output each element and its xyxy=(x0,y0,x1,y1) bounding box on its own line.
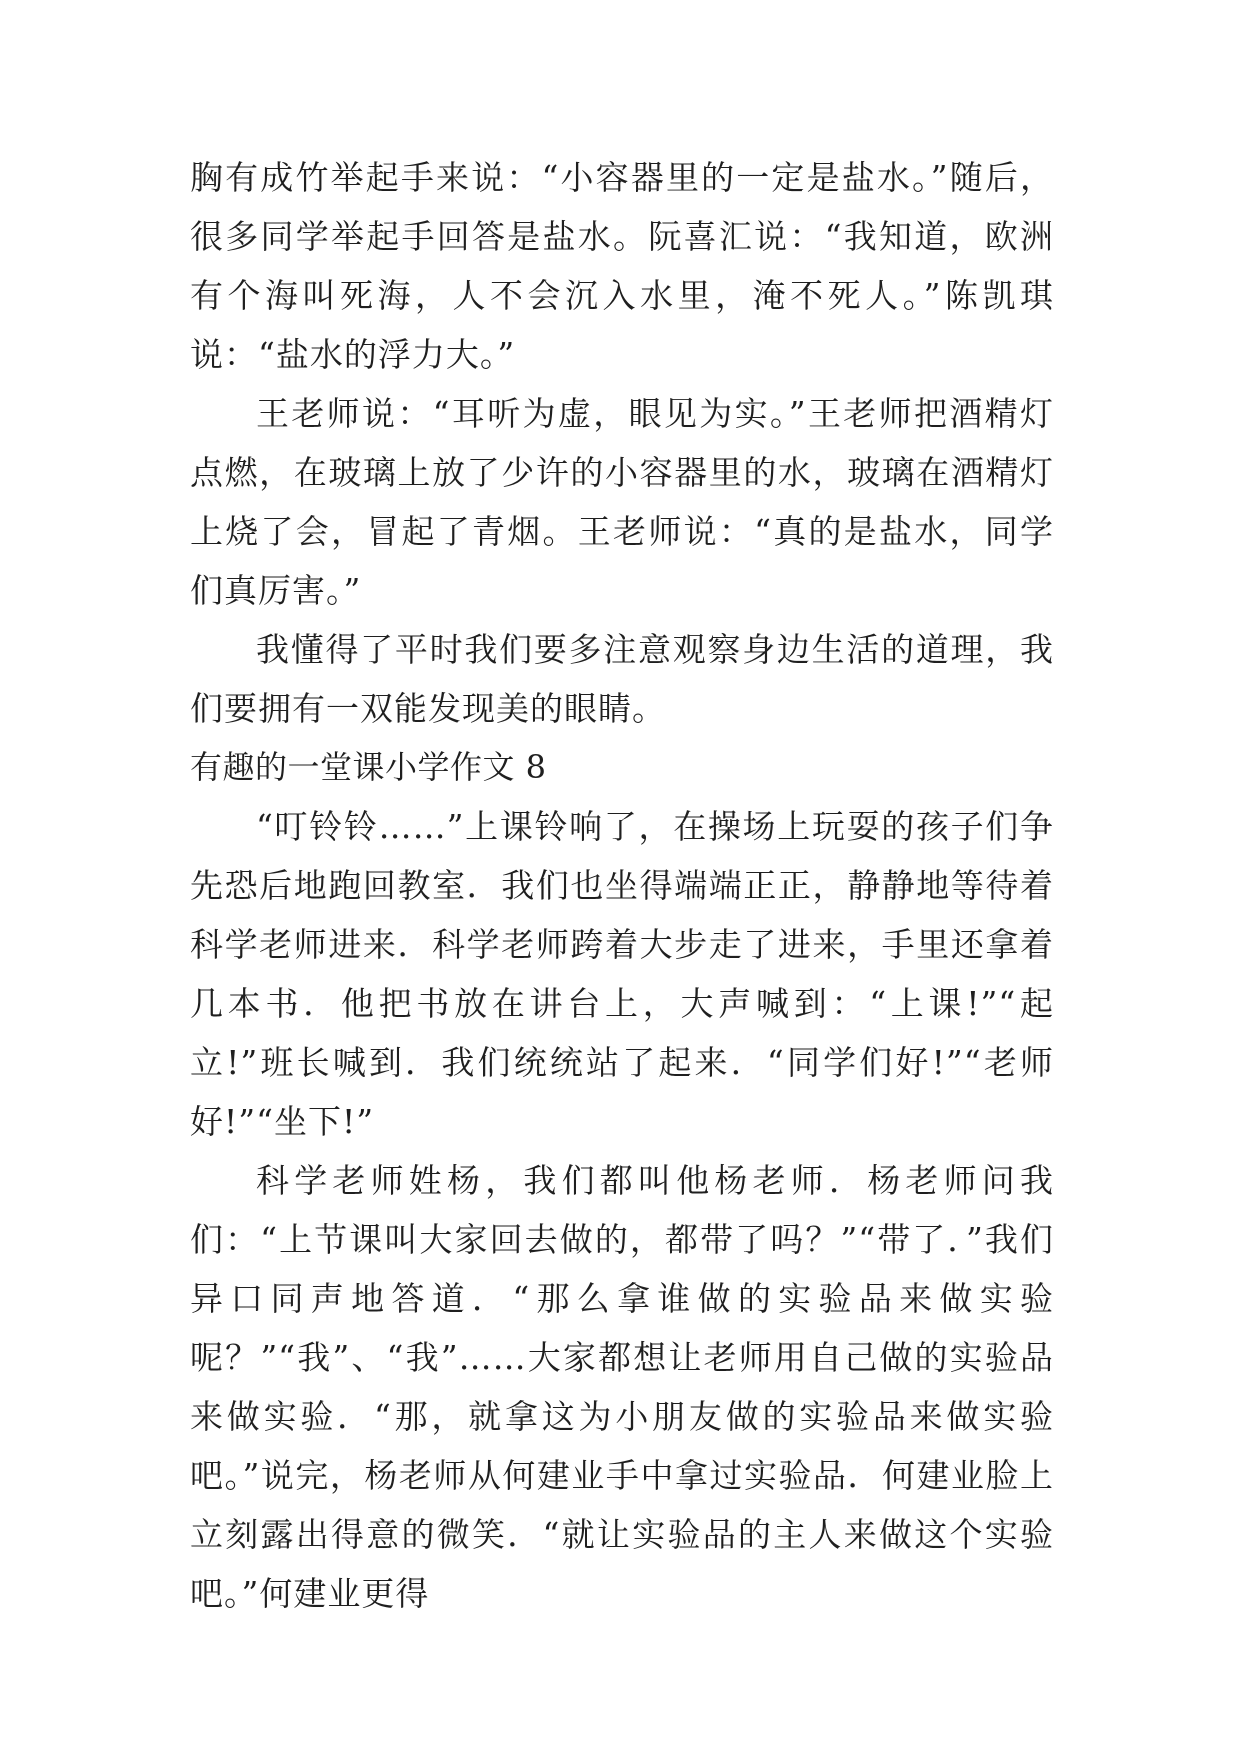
paragraph-teacher-experiment: 王老师说：“耳听为虚，眼见为实。”王老师把酒精灯点燃，在玻璃上放了少许的小容器里的水，玻璃在酒精灯上烧了会，冒起了青烟。王老师说：“真的是盐水，同学们真厉害。” xyxy=(190,394,1054,610)
paragraph-conclusion: 我懂得了平时我们要多注意观察身边生活的道理，我们要拥有一双能发现美的眼睛。 xyxy=(190,630,1054,728)
document-page xyxy=(190,148,1054,1623)
paragraph-science-teacher: 科学老师姓杨，我们都叫他杨老师．杨老师问我们：“上节课叫大家回去做的，都带了吗？”“带了．”我们异口同声地答道．“那么拿谁做的实验品来做实验呢？”“我”、“我”……大家都想让老师用自己做的实验品来做实验．“那，就拿这为小朋友做的实验品来做实验吧。”说完，杨老师从何建业手中拿过实验品．何建业脸上立刻露出得意的微笑．“就让实验品的主人来做这个实验吧。”何建业更得 xyxy=(190,1161,1054,1613)
paragraph-class-begins: “叮铃铃……”上课铃响了，在操场上玩耍的孩子们争先恐后地跑回教室．我们也坐得端端正正，静静地等待着科学老师进来．科学老师跨着大步走了进来，手里还拿着几本书．他把书放在讲台上，大声喊到：“上课!”“起立!”班长喊到．我们统统站了起来．“同学们好!”“老师好!”“坐下!” xyxy=(190,807,1054,1141)
paragraph-salt-water-answers: 胸有成竹举起手来说：“小容器里的一定是盐水。”随后，很多同学举起手回答是盐水。阮喜汇说：“我知道，欧洲有个海叫死海，人不会沉入水里，淹不死人。”陈凯琪说：“盐水的浮力大。” xyxy=(190,158,1054,374)
section-title: 有趣的一堂课小学作文 8 xyxy=(190,748,547,786)
